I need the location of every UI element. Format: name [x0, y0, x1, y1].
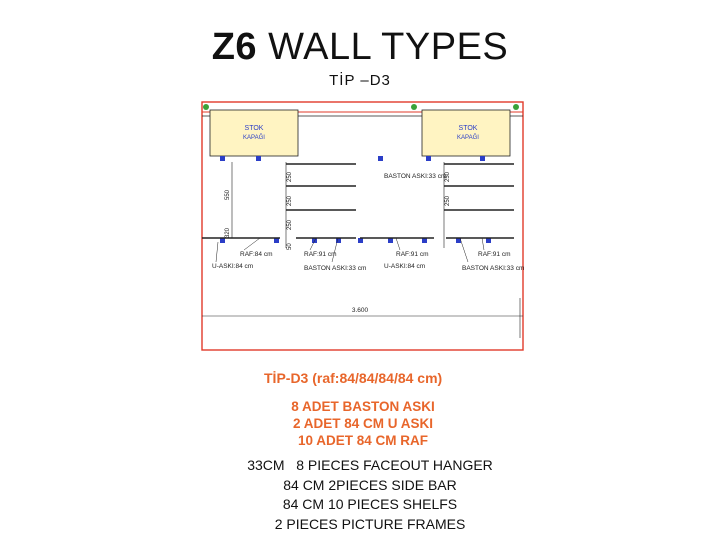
page-subtitle: TİP –D3: [329, 72, 391, 89]
spec-english-line: 84 CM 2PIECES SIDE BAR: [283, 476, 457, 493]
spec-heading: TİP-D3 (raf:84/84/84/84 cm): [264, 370, 443, 386]
node-marker: [411, 104, 417, 110]
title-prefix: Z6: [211, 26, 258, 68]
bar-lines: [202, 164, 514, 238]
spec-turkish-list: [0, 398, 720, 449]
stok-panel-left: [210, 110, 298, 156]
dim-320: 320: [225, 227, 231, 238]
spec-english-list: [0, 456, 720, 534]
stok-label-right-2: KAPAĞI: [457, 135, 479, 141]
spec-turkish-line: 8 ADET BASTON ASKI: [291, 399, 435, 414]
total-width-dim: 3.600: [351, 307, 369, 314]
callout-raf: RAF:84 cm: [240, 251, 273, 258]
dim-250-a-right: 250: [445, 171, 451, 182]
dim-550: 550: [225, 189, 231, 200]
dim-250-a: 250: [287, 171, 293, 182]
spec-english-line: 84 CM 10 PIECES SHELFS: [282, 496, 458, 512]
callout-uaski-left: U-ASKI:84 cm: [212, 263, 254, 270]
spec-english-line: 2 PIECES PICTURE FRAMES: [274, 515, 466, 532]
node-marker: [513, 104, 519, 110]
stok-panel-right: [422, 110, 510, 156]
stok-label-right-1: STOK: [458, 125, 478, 132]
callout-baston-left: BASTON ASKI:33 cm: [304, 265, 367, 272]
callout-baston-right: BASTON ASKI:33 cm: [462, 265, 525, 272]
callout-baston-top: BASTON ASKI:33 cm: [384, 173, 447, 180]
dim-250-c: 250: [287, 219, 293, 230]
callout-uaski-right: U-ASKI:84 cm: [384, 263, 426, 270]
spec-turkish-line: 10 ADET 84 CM RAF: [297, 433, 429, 448]
dim-250-b-right: 250: [445, 195, 451, 206]
title-rest: WALL TYPES: [257, 26, 509, 68]
callout-raf91-mid: RAF:91 cm: [396, 251, 429, 258]
callout-raf91-right: RAF:91 cm: [478, 251, 511, 258]
callout-raf91-left: RAF:91 cm: [304, 251, 337, 258]
page-title: [0, 26, 720, 69]
stok-label-left-2: KAPAĞI: [243, 135, 265, 141]
spec-turkish-line: 2 ADET 84 CM U ASKI: [292, 416, 434, 431]
spec-english-line: 33CM 8 PIECES FACEOUT HANGER: [247, 457, 493, 473]
wall-elevation-drawing: [200, 98, 526, 354]
stok-label-left-1: STOK: [244, 125, 264, 132]
dim-50: 50: [287, 243, 293, 250]
node-marker: [203, 104, 209, 110]
dim-250-b: 250: [287, 195, 293, 206]
